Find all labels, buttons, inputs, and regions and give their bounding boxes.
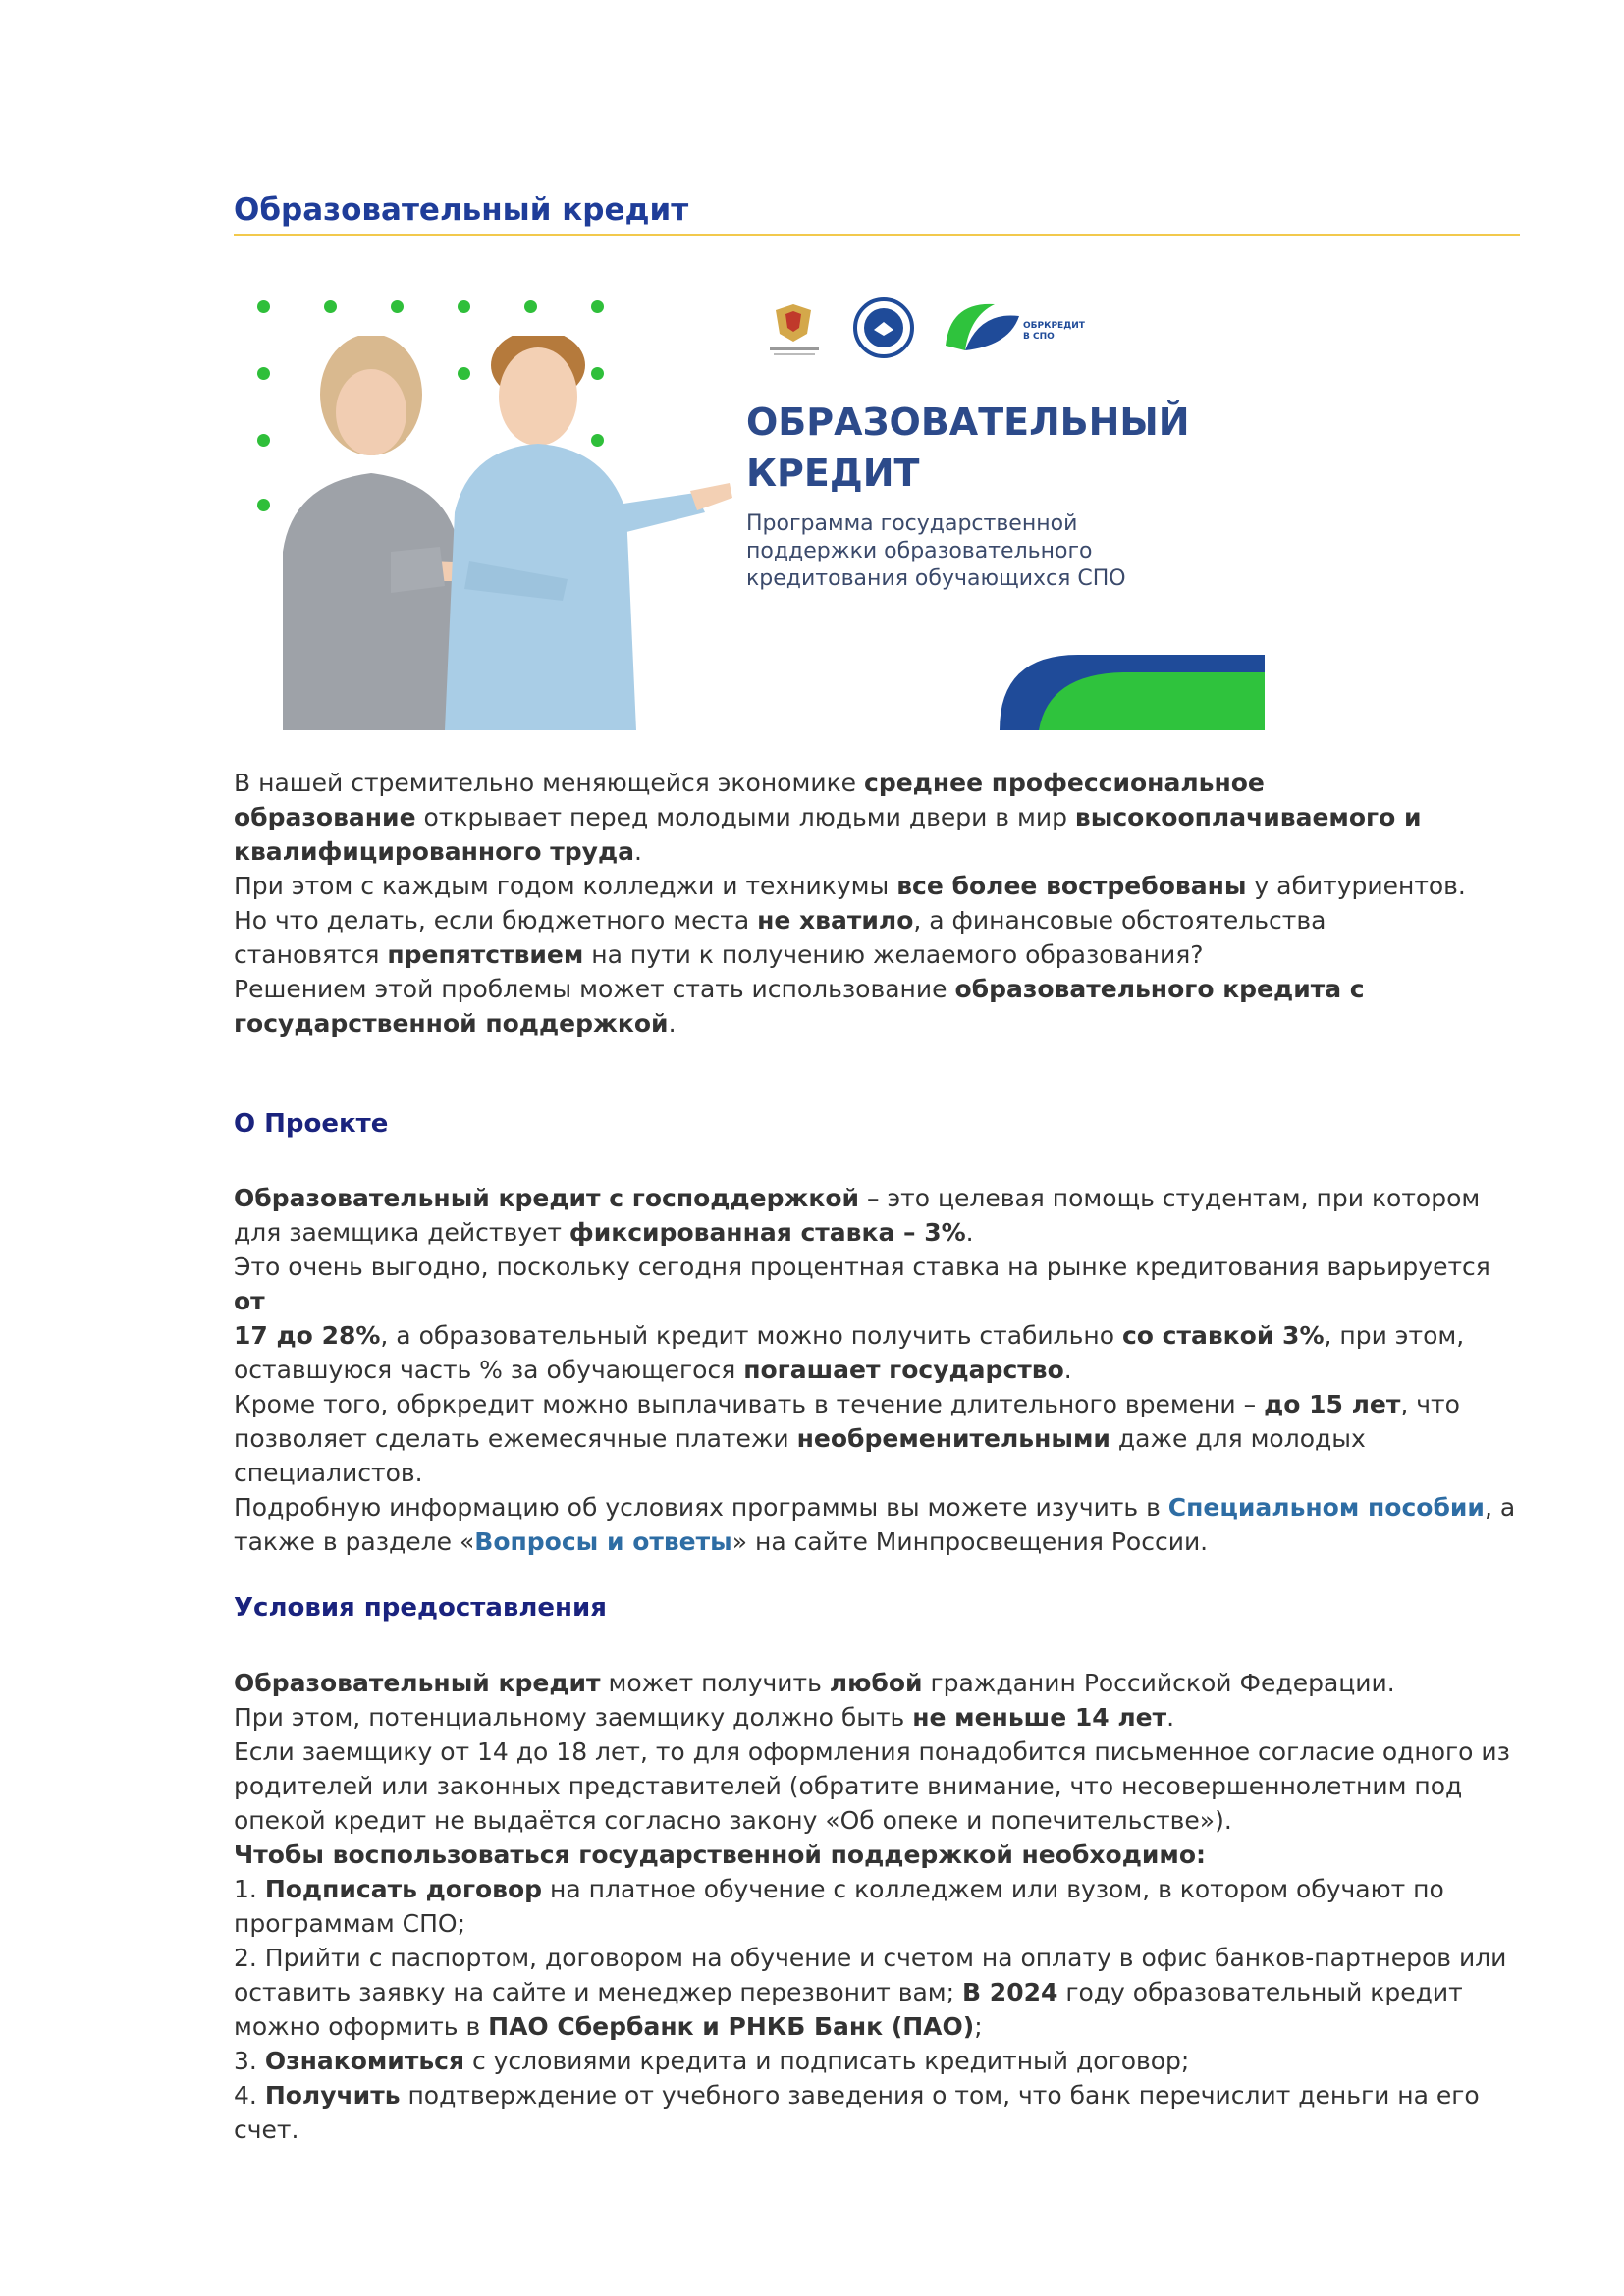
faq-link[interactable]: Вопросы и ответы [474,1527,732,1556]
about-line: также в разделе «Вопросы и ответы» на сайте Минпросвещения России. [234,1527,1209,1556]
intro-line: В нашей стремительно меняющейся экономике среднее профессиональное [234,769,1265,797]
banner-sub-line3: кредитования обучающихся СПО [746,566,1126,591]
students-illustration [244,336,734,730]
decorative-dot [458,300,470,313]
conditions-line: Чтобы воспользоваться государственной поддержкой необходимо: [234,1841,1207,1869]
logo-label-line2: В СПО [1023,332,1055,342]
conditions-text [234,1666,1520,2147]
about-line: Кроме того, обркредит можно выплачивать в течение длительного времени – до 15 лет, что [234,1390,1460,1418]
about-heading: О Проекте [234,1109,389,1139]
about-line: Образовательный кредит с господдержкой – это целевая помощь студентам, при котором [234,1184,1481,1212]
conditions-line: Образовательный кредит может получить любой гражданин Российской Федерации. [234,1669,1395,1697]
special-guide-link[interactable]: Специальном пособии [1167,1493,1485,1522]
banner-heading-line1: ОБРАЗОВАТЕЛЬНЫЙ [746,400,1190,444]
about-line: Подробную информацию об условиях программы вы можете изучить в Специальном пособии, а [234,1493,1516,1522]
step-line: 4. Получить подтверждение от учебного заведения о том, что банк перечислит деньги на его [234,2081,1480,2109]
page-title: Образовательный кредит [234,192,1520,236]
decorative-dot [324,300,337,313]
about-line: Это очень выгодно, поскольку сегодня процентная ставка на рынке кредитования варьируется от [234,1253,1490,1315]
banner-corner-shape [1000,655,1265,730]
about-line: позволяет сделать ежемесячные платежи необременительными даже для молодых [234,1424,1366,1453]
conditions-line: При этом, потенциальному заемщику должно быть не меньше 14 лет. [234,1703,1175,1732]
intro-line: Решением этой проблемы может стать использование образовательного кредита с [234,975,1365,1003]
about-line: 17 до 28%, а образовательный кредит можно получить стабильно со ставкой 3%, при этом, [234,1321,1465,1350]
step-line: оставить заявку на сайте и менеджер перезвонит вам; В 2024 году образовательный кредит [234,1978,1463,2006]
ministry-emblem-icon [770,304,819,355]
program-banner [234,277,1265,730]
decorative-dot [524,300,537,313]
conditions-heading: Условия предоставления [234,1593,607,1623]
decorative-dot [591,300,604,313]
intro-line: становятся препятствием на пути к получению желаемого образования? [234,940,1204,969]
step-line: программам СПО; [234,1909,466,1938]
intro-line: образование открывает перед молодыми людьми двери в мир высокооплачиваемого и [234,803,1422,831]
decorative-dot [391,300,404,313]
logo-label-line1: ОБРКРЕДИТ [1023,321,1085,331]
about-line: оставшуюся часть % за обучающегося погашает государство. [234,1356,1072,1384]
institute-seal-icon [855,299,912,356]
conditions-line: опекой кредит не выдаётся согласно закону «Об опеке и попечительстве»). [234,1806,1232,1835]
intro-line: государственной поддержкой. [234,1009,677,1038]
banner-sub-line1: Программа государственной [746,511,1078,536]
about-line: специалистов. [234,1459,423,1487]
conditions-line: Если заемщику от 14 до 18 лет, то для оформления понадобится письменное согласие одного из [234,1737,1510,1766]
about-text [234,1181,1520,1559]
obrkredit-logo-icon [946,304,1086,350]
step-line: 2. Прийти с паспортом, договором на обучение и счетом на оплату в офис банков-партнеров или [234,1944,1507,1972]
step-line: счет. [234,2115,299,2144]
about-line: для заемщика действует фиксированная ставка – 3%. [234,1218,974,1247]
banner-heading [746,397,1237,499]
decorative-dot [257,300,270,313]
step-line: 1. Подписать договор на платное обучение с колледжем или вузом, в котором обучают по [234,1875,1444,1903]
intro-line: Но что делать, если бюджетного места не хватило, а финансовые обстоятельства [234,906,1326,934]
banner-sub-line2: поддержки образовательного [746,539,1093,563]
step-line: 3. Ознакомиться с условиями кредита и подписать кредитный договор; [234,2047,1190,2075]
partner-logos [764,294,1088,363]
boy-figure [445,336,732,730]
intro-line: При этом с каждым годом колледжи и техникумы все более востребованы у абитуриентов. [234,872,1466,900]
intro-text [234,766,1520,1041]
step-line: можно оформить в ПАО Сбербанк и РНКБ Банк (ПАО); [234,2012,983,2041]
conditions-line: родителей или законных представителей (обратите внимание, что несовершеннолетним под [234,1772,1463,1800]
intro-line: квалифицированного труда. [234,837,642,866]
banner-subtitle [746,510,1237,593]
banner-heading-line2: КРЕДИТ [746,452,920,495]
